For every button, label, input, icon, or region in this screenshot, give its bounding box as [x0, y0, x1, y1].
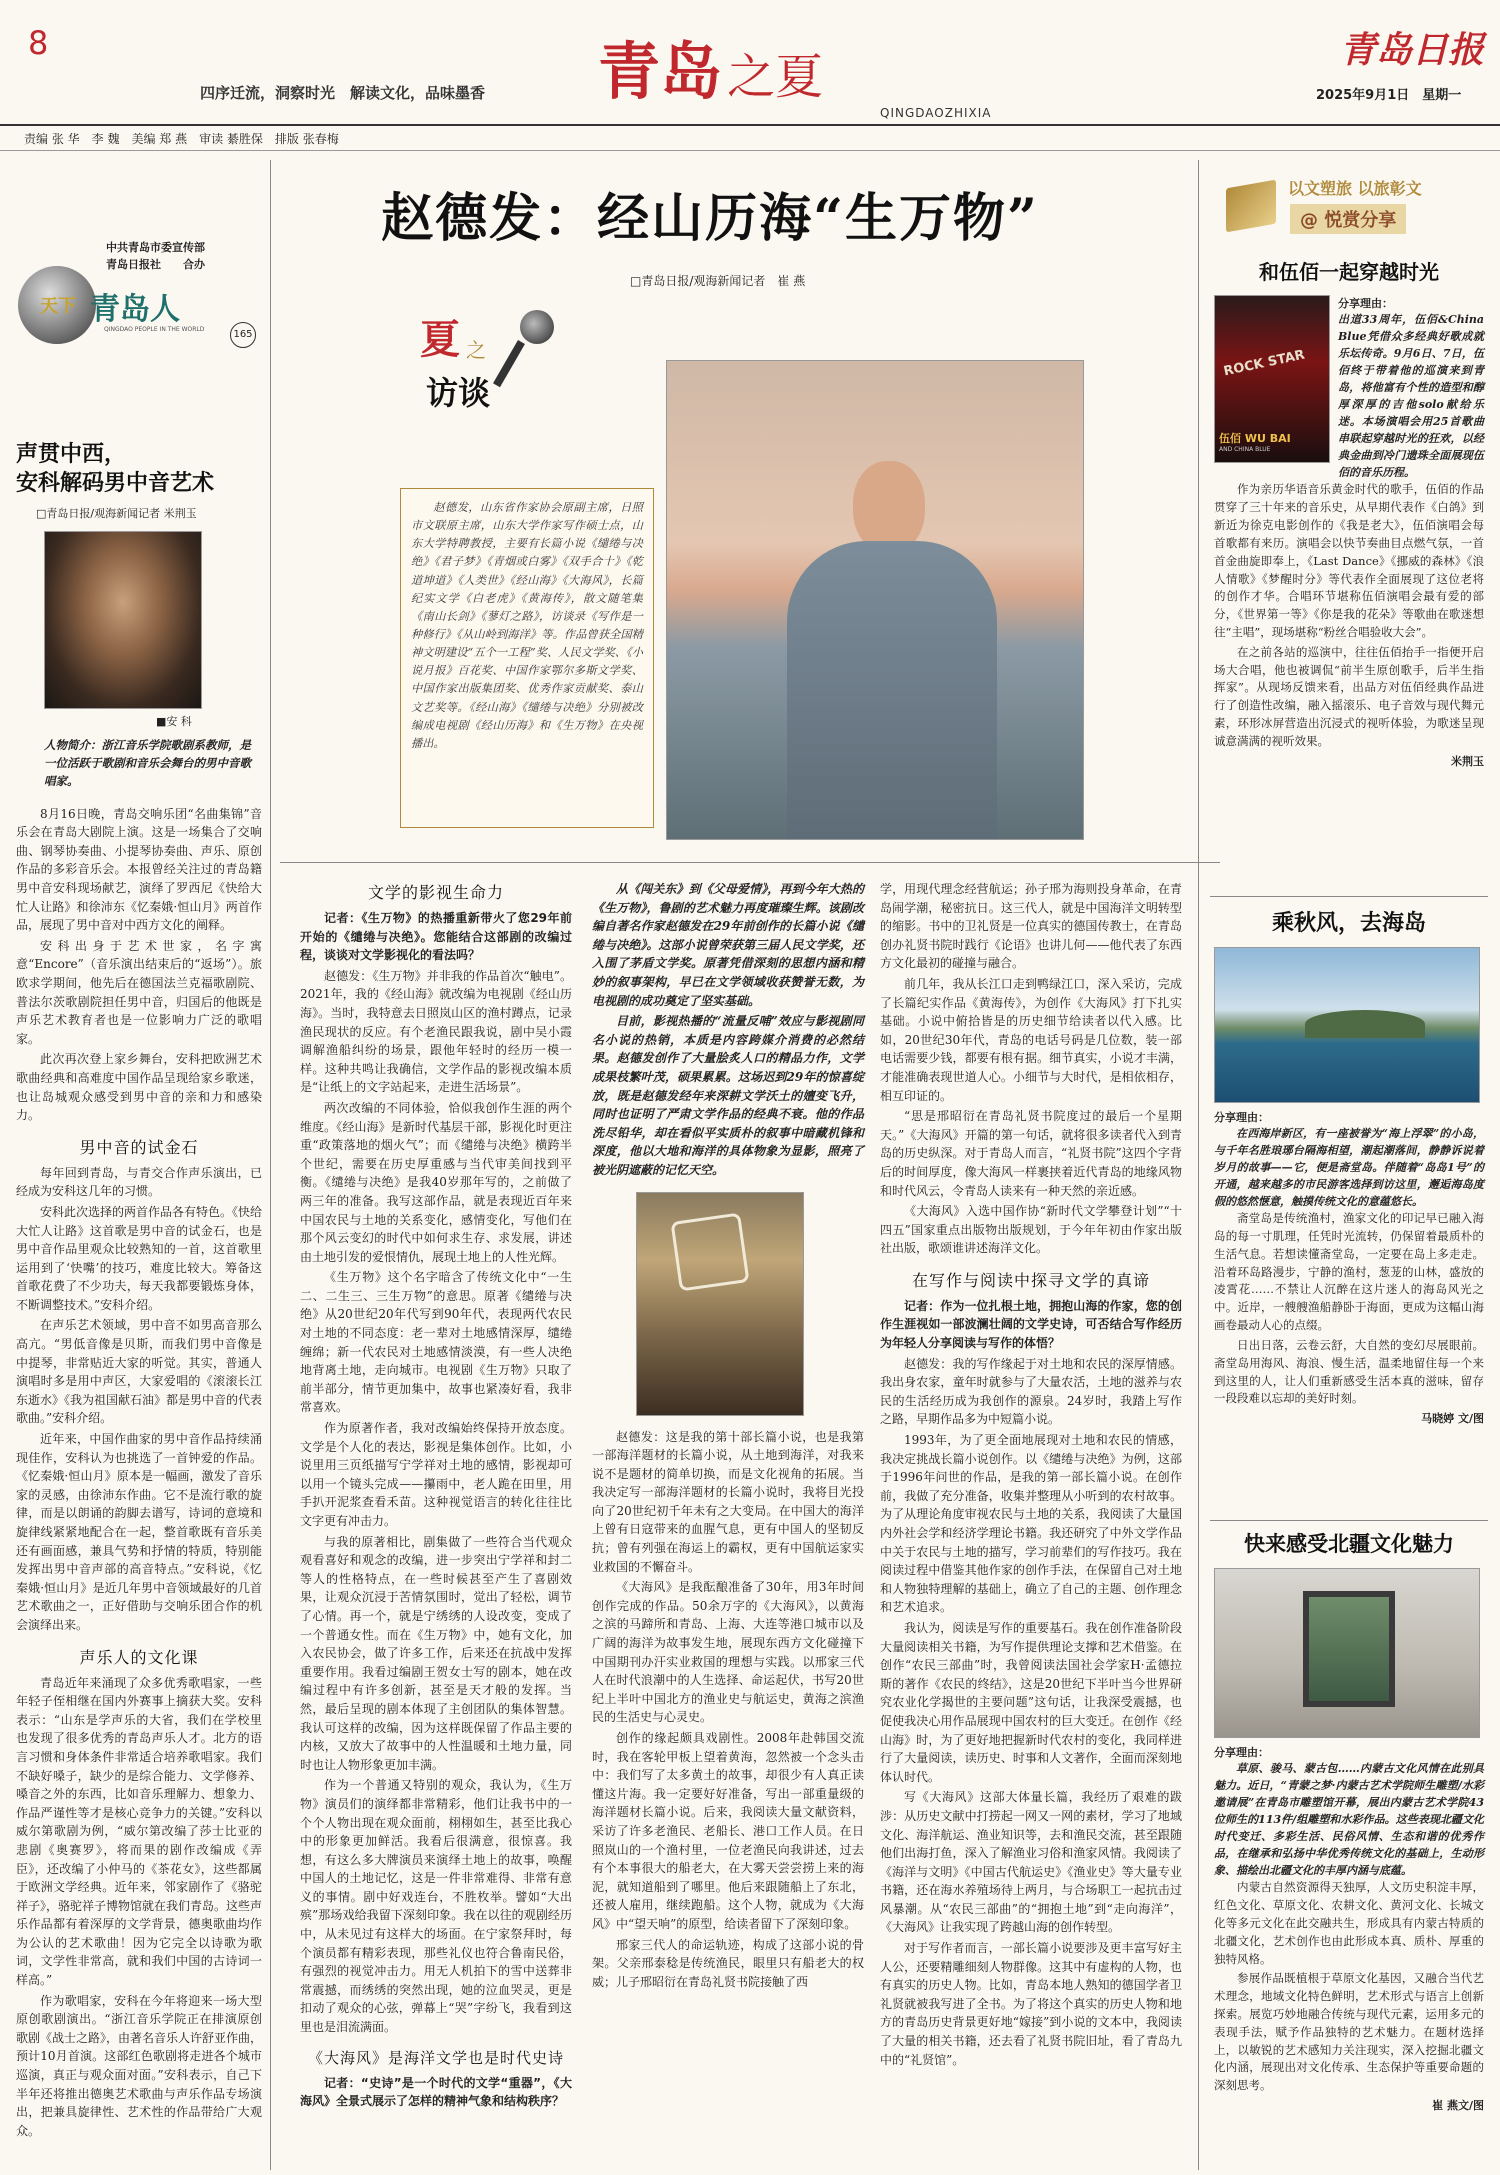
- left-para: 安科出身于艺术世家，名字寓意“Encore”（音乐演出结束后的“返场”）。旅欧求学期间，他先后在德国法兰克福歌剧院、普法尔茨歌剧院担任男中音，归国后的他既是声乐艺术教育者也是一位影响力广泛的歌唱家。: [16, 938, 262, 1046]
- main-para: 赵德发：这是我的第十部长篇小说，也是我第一部海洋题材的长篇小说，从土地到海洋，对我来说不是题材的简单切换，而是文化视角的拓展。当我决定写一部海洋题材的长篇小说时，我将目光投向了20世纪初千年未有之大变局。在中国大的海洋上曾有日寇带来的血腥气息，更有中国人的坚韧反抗；曾有列强在海运上的霸权，更有中国航运家实业救国的不懈奋斗。: [592, 1429, 864, 1574]
- main-subheading: 《大海风》是海洋文学也是时代史诗: [307, 2048, 564, 2067]
- column-org: 中共青岛市委宣传部 青岛日报社 合办: [106, 241, 205, 271]
- share-reason: 草原、骏马、蒙古包……内蒙古文化风情在此别具魅力。近日，“青蒙之梦·内蒙古艺术学院师生雕塑/水彩邀请展”在青岛市雕塑馆开幕，展出内蒙古艺术学院43位师生的113件/组雕塑和水彩作品。这些表现北疆文化时代变迁、多彩生活、民俗风情、生态和谐的优秀作品，在继承和弘扬中华优秀传统文化的基础上，生动形象、描绘出北疆文化的丰厚内涵与底蕴。: [1214, 1762, 1484, 1878]
- left-subheading: 男中音的试金石: [79, 1137, 199, 1157]
- lead-para: 目前，影视热播的“流量反哺”效应与影视剧同名小说的热销，本质是内容跨媒介消费的必然结果。赵德发创作了大量脍炙人口的精品力作，文学成果枝繁叶茂，硕果累累。这场迟到29年的惊喜绽放，既是赵德发经年来深耕文学沃土的嬗变飞升，同时也证明了严肃文学作品的经典不衰。他的作品洗尽铅华，却在看似平实质朴的叙事中暗藏机锋和深度，他以大地和海洋的具体物象为显影，照亮了被光阴遮蔽的记忆天空。: [592, 1014, 864, 1177]
- column-name-prefix: 天下: [40, 296, 76, 317]
- right-article-2: [1214, 906, 1484, 1426]
- main-para: 作为原著作者，我对改编始终保持开放态度。文学是个人化的表达，影视是集体创作。比如，小说里用三页纸描写宁学祥对土地的感情，影视却可以用一个镜头完成——攥雨中，老人跪在田里，用手扒开泥浆查看禾苗。这种视觉语言的转化往往比文字更有冲击力。: [300, 1421, 572, 1528]
- main-para: 两次改编的不同体验，恰似我创作生涯的两个维度。《经山海》是新时代基层干部，影视化时更注重“政策落地的烟火气”；而《缱绻与决绝》横跨半个世纪，需要在历史厚重感与当代审美间找到平衡。《缱绻与决绝》是我40岁那年写的，之前做了两三年的准备。我写这部作品，就是表现近百年来中国农民与土地的关系变化，感情变化，写他们在那个风云变幻的时代中如何求生存、求发展，讲述由土地引发的爱恨情仇，展现土地上的人性光辉。: [300, 1100, 572, 1264]
- interview-question: 记者：作为一位扎根土地，拥抱山海的作家，您的创作生涯视如一部波澜壮阔的文学史诗，可否结合写作经历为年轻人分享阅读与写作的体悟？: [880, 1298, 1182, 1351]
- interview-logo: [420, 308, 570, 418]
- column-logo: [18, 240, 258, 360]
- credits-line: 责编 张 华 李 魏 美编 郑 燕 审读 綦胜保 排版 张春梅: [24, 132, 339, 146]
- left-paras-2: [16, 1164, 262, 1635]
- main-top-rule: [280, 862, 1220, 863]
- interview-question: 记者：《生万物》的热播重新带火了您29年前开始的《缱绻与决绝》。您能结合这部剧的改编过程，谈谈对文学影视化的看法吗？: [300, 911, 572, 963]
- main-para: 1993年，为了更全面地展现对土地和农民的情感，我决定挑战长篇小说创作。以《缱绻与决绝》为例，这部于1996年问世的作品，是我的第一部长篇小说。在创作前，我做了充分准备，收集并整理从小听到的农村故事。为了从理论角度审视农民与土地的关系，我阅读了大量国内外社会学和经济学理论书籍。我还研究了中外文学作品中关于农民与土地的描写，学习前辈们的写作技巧。我在阅读过程中借鉴其他作家的创作手法，在保留自己对土地和人物独特理解的基础上，确立了自己的主题、创作理念和艺术追求。: [880, 1433, 1182, 1615]
- poster-title-mark: [670, 1212, 749, 1291]
- microphone-handle: [493, 340, 525, 387]
- column-name: 青岛人: [90, 292, 180, 327]
- column-issue: 165: [230, 322, 256, 348]
- section-pinyin: QINGDAOZHIXIA: [880, 106, 992, 120]
- island-photo: [1214, 947, 1480, 1103]
- book-icon: [1226, 180, 1276, 233]
- author-figure-head: [853, 461, 925, 553]
- lead-para: 从《闯关东》到《父母爱情》，再到今年大热的《生万物》，鲁剧的艺术魅力再度璀璨生辉。该剧改编自著名作家赵德发在29年前创作的长篇小说《缱绻与决绝》。这部小说曾荣获第三届人民文学奖，还入围了茅盾文学奖。原著凭借深刻的思想内涵和精妙的叙事架构，早已在文学领域收获赞誉无数，为电视剧的成功奠定了坚实基础。: [592, 882, 864, 1008]
- main-para: “思是邢昭衍在青岛礼贤书院度过的最后一个星期天。”《大海风》开篇的第一句话，就将很多读者代入到青岛的历史纵深。对于青岛人而言，“礼贤书院”这四个字背后的时间厚度，像大海风一样裹挟着近代青岛的地缘风物和时代风云，令青岛人读来有一种天然的亲近感。: [880, 1109, 1182, 1198]
- issue-date: 2025年9月1日 星期一: [1316, 88, 1462, 103]
- drama-poster: [636, 1192, 804, 1416]
- right-article-title: 快来感受北疆文化魅力: [1244, 1531, 1454, 1556]
- right-article-title: 和伍佰一起穿越时光: [1259, 260, 1439, 284]
- right-article-1: [1214, 256, 1484, 769]
- main-subheading: 在写作与阅读中探寻文学的真谛: [911, 1270, 1150, 1290]
- right-para: 参展作品既植根于草原文化基因，又融合当代艺术理念，地域文化特色鲜明，艺术形式与语言上创新探索。展览巧妙地融合传统与现代元素，运用多元的表现手法，赋予作品独特的艺术魅力。在题材选择上，以敏锐的艺术感知力关注现实，深入挖掘北疆文化内涵，展现出对文化传承、生态保护等重要命题的深刻思考。: [1214, 1971, 1484, 2093]
- exhibit-frame: [1303, 1591, 1395, 1707]
- right-para: 日出日落，云卷云舒，大自然的变幻尽展眼前。斋堂岛用海风、海浪、慢生活，温柔地留住每一个来到这里的人，让人们重新感受生活本真的滋味，留存一段段难以忘却的美好时刻。: [1214, 1337, 1484, 1406]
- left-article-title: 声贯中西， 安科解码男中音艺术: [16, 441, 215, 496]
- portrait-photo: [44, 531, 202, 709]
- main-para: 我认为，阅读是写作的重要基石。我在创作准备阶段大量阅读相关书籍，为写作提供理论支撑和艺术借鉴。在创作“农民三部曲”时，我曾阅读法国社会学家H·孟德拉斯的著作《农民的终结》，这是20世纪下半叶当今世界研究农业化学揭世的主要问题”这句话，让我深受震撼，也促使我决心用作品展现中国农村的巨大变迁。在创作《经山海》时，为了更好地把握新时代农村的变化，我同样进行了大量阅读，读历史、时事和人文著作，全面而深刻地体认时代。: [880, 1620, 1182, 1784]
- portrait-caption: ■安 科: [156, 715, 192, 729]
- main-para: 与我的原著相比，剧集做了一些符合当代观众观看喜好和观念的改编，进一步突出宁学祥和封二等人的性格特点，在一些时候甚至产生了喜剧效果，让观众沉浸于苦情氛围时，觉出了轻松，调节了心情。再一个，就是宁绣绣的人设改变，变成了一个普通女性。而在《生万物》中，她有文化，加入农民协会，做了许多工作，后来还在抗战中发挥重要作用。我看过编剧王贺女士写的剧本，她在改编过程中有许多创新，甚至是天才般的发挥。当然，最后呈现的剧本体现了主创团队的集体智慧。我认可这样的改编，因为这样既保留了作品主要的内核，又放大了故事中的人性温暖和土地力量，同时也让人物形象更加丰满。: [300, 1534, 572, 1772]
- author-photo: [666, 360, 1084, 840]
- section-title: [598, 22, 823, 111]
- left-para: 8月16日晚，青岛交响乐团“名曲集锦”音乐会在青岛大剧院上演。这是一场集合了交响曲、钢琴协奏曲、小提琴协奏曲、声乐、原创作品的多彩音乐会。本报曾经关注过的青岛籍男中音安科现场献艺，演绎了罗西尼《快给大忙人让路》和徐沛东《忆秦娥·恒山月》两首作品，展现了男中音对中西方文化的阐释。: [16, 806, 262, 933]
- left-para: 近年来，中国作曲家的男中音作品持续涌现佳作，安科认为也挑选了一首钟爱的作品。《忆秦娥·恒山月》原本是一幅画，激发了音乐家的灵感，由徐沛东作曲。它不是流行歌的旋律，而是以朗诵的韵脚去谱写，诗词的意境和旋律线紧紧地配合在一起，整首歌既有音乐美还有画面感，兼具气势和抒情的特质，特别能发挥出男中音声部的高音特点。”安科说，《忆秦娥·恒山月》是近几年男中音领域最好的几首艺术歌曲之一，正好借助与交响乐团合作的机会演绎出来。: [16, 1432, 262, 1632]
- section-title-main: 青岛: [598, 35, 723, 108]
- left-para: 在声乐艺术领域，男中音不如男高音那么高亢。“男低音像是贝斯，而我们男中音像是中提琴，非常贴近大家的听觉。其实，普通人演唱时多是用中声区，大家爱唱的《滚滚长江东逝水》《我为祖国献石油》都是男中音的代表歌曲。”安科介绍。: [16, 1318, 263, 1426]
- main-title: 赵德发：经山历海“生万物”: [381, 188, 1039, 249]
- paper-name: 青岛日报: [1340, 29, 1485, 71]
- section-title-suffix: 之夏: [727, 49, 824, 105]
- column-sub: QINGDAO PEOPLE IN THE WORLD: [104, 326, 205, 333]
- main-para: 学，用现代理念经营航运；孙子邢为海则投身革命，在青岛闹学潮，秘密抗日。这三代人，就是中国海洋文明转型的缩影。书中的卫礼贤是一位真实的德国传教士，在青岛创办礼贤书院时践行《论语》也讲儿何——他代表了东西方文化最初的碰撞与融合。: [880, 882, 1182, 971]
- badge-text-b: 以旅彰文: [1357, 179, 1422, 198]
- right-article-3: [1214, 1528, 1484, 2113]
- right-para: 作为亲历华语音乐黄金时代的歌手，伍佰的作品贯穿了三十年来的音乐史，从早期代表作《白鸽》到新近为徐克电影创作的《我是老大》，伍佰演唱会每首歌都有来历。演唱会以快节奏曲目点燃气氛，一首首金曲旋即奉上，《Last Dance》《挪威的森林》《浪人情歌》《梦醒时分》等代表作全面展现了这位老将的创作才华。合唱环节堪称伍佰演唱会最有爱的部分，《世界第一等》《你是我的花朵》等歌曲在歌迷想往“主唱”，现场堪称“粉丝合唱验收大会”。: [1214, 482, 1484, 639]
- main-byline: □青岛日报/观海新闻记者 崔 燕: [630, 274, 806, 288]
- badge-text-a: 以文塑旅: [1288, 179, 1353, 198]
- right-para: 内蒙古自然资源得天独厚，人文历史积淀丰厚，红色文化、草原文化、农耕文化、黄河文化、长城文化等多元文化在此交融共生，形成具有内蒙古特质的北疆文化，艺术创作也由此形成本真、质朴、厚重的独特风格。: [1214, 1880, 1484, 1966]
- left-para: 青岛近年来涌现了众多优秀歌唱家，一些年轻子侄相继在国内外赛事上摘获大奖。安科表示：“山东是学声乐的大省，我们在学校里也发现了很多优秀的青岛声乐人才。北方的语言习惯和身体条件非常适合培养歌唱家。我们不缺好嗓子，缺少的是综合能力、文学修养、嗓音之外的东西，比如音乐理解力、想象力、作品严谨性等才是核心竞争力的关键。”安科以威尔第歌剧为例，“威尔第改编了莎士比亚的悲剧《奥赛罗》，将而果的剧作改编成《弄臣》，还改编了小仲马的《茶花女》，这些都属于欧洲文学经典。近年来，邻家剧作了《骆驼祥子》，骆驼祥子博物馆就在我们青岛。这些声乐作品都有着深厚的文学背景，德奥歌曲均作为公认的艺术歌曲！因为它完全以诗歌为歌词，文学性非常高，就和我们中国的古诗词一样高。”: [16, 1675, 263, 1988]
- main-subheading: 文学的影视生命力: [367, 883, 504, 902]
- right-author: 马晓婷 文/图: [1421, 1412, 1484, 1426]
- left-para: 此次再次登上家乡舞台，安科把欧洲艺术歌曲经典和高难度中国作品呈现给家乡歌迷，也让岛城观众感受到男中音的亲和力和感染力。: [16, 1052, 262, 1123]
- badge-line-2: @ 悦赏分享: [1290, 204, 1406, 234]
- share-reason: 出道33周年，伍佰&China Blue凭借众多经典好歌成就乐坛传奇。9月6日、7日，伍佰终于带着他的巡演来到青岛，将他富有个性的造型和醇厚深厚的吉他solo献给乐迷。本场演唱会用25首歌曲串联起穿越时光的狂欢，以经典金曲到冷门遗珠全面展现伍佰的音乐历程。: [1338, 313, 1484, 480]
- main-para: 对于写作者而言，一部长篇小说要涉及更丰富写好主人公，还要精雕细刻人物群像。这其中有虚构的人物，也有真实的历史人物。比如，青岛本地人熟知的德国学者卫礼贤就被我写进了全书。为了将这个真实的历史人物和地方的青岛历史背景更好地“嫁接”到小说的文本中，我阅读了大量的相关书籍，还去看了礼贤书院旧址，看了青岛九中的“礼贤馆”。: [880, 1941, 1182, 2067]
- share-label: 分享理由：: [1214, 1746, 1269, 1759]
- poster-text-band: AND CHINA BLUE: [1219, 446, 1271, 453]
- main-col-1: [300, 870, 572, 2113]
- masthead: [0, 0, 1500, 146]
- page-number: 8: [28, 24, 49, 62]
- main-para: 赵德发：《生万物》并非我的作品首次“触电”。2021年，我的《经山海》就改编为电视剧《经山历海》。当时，我特意去日照岚山区的渔村蹲点，记录渔民现状的反应。有个老渔民跟我说，剧中吴小霞调解渔船纠纷的场景，跟他年轻时的经历一模一样。这种共鸣让我确信，文学作品的影视改编本质是“让纸上的文字站起来，走进生活场景”。: [300, 968, 572, 1095]
- interview-logo-char: 之: [466, 338, 486, 362]
- credits-rule: [0, 150, 1500, 151]
- main-col-3: [880, 880, 1182, 2071]
- right-divider: [1198, 160, 1199, 2170]
- left-para: 作为歌唱家，安科在今年将迎来一场大型原创歌剧演出。“浙江音乐学院正在排演原创歌剧《战士之路》，由著名音乐人许舒亚作曲，预计10月首演。这部红色歌剧将走进各个城市巡演，真正与观众面对面。”安科表示，自己下半年还将推出德奥艺术歌曲与声乐作品专场演出，把兼具旋律性、艺术性的作品带给广大观众。: [16, 1993, 263, 2138]
- interview-question: 记者：“史诗”是一个时代的文学“重器”，《大海风》全景式展示了怎样的精神气象和结构秩序？: [300, 2075, 572, 2109]
- main-para: 《大海风》是我酝酿准备了30年，用3年时间创作完成的作品。50余万字的《大海风》，以黄海之滨的马蹄所和青岛、上海、大连等港口城市以及广阔的海洋为故事发生地，展现东西方文化碰撞下中国期刊办汗实业救国的理想与实践。以邢家三代人在时代浪潮中的人生选择、命运起伏，书写20世纪上半叶中国北方的渔业史与航运史，黄海之滨渔民的生活史与心灵史。: [592, 1580, 864, 1725]
- right-para: 斋堂岛是传统渔村，渔家文化的印记早已融入海岛的每一寸肌理，任凭时光流转，仍保留着最质朴的生活气息。若想读懂斋堂岛，一定要在岛上多走走。沿着环岛路漫步，宁静的渔村，葱茏的山林，盛放的凌霄花……不禁让人沉醉在这片迷人的海岛风光之中。近岸，一艘艘渔船静卧于海面，更成为这幅山海画卷最动人心的点缀。: [1214, 1211, 1484, 1333]
- interview-logo-text: 访谈: [426, 374, 491, 412]
- right-rule-1: [1210, 896, 1488, 897]
- main-para: 邢家三代人的命运轨迹，构成了这部小说的骨架。父亲邢泰稔是传统渔民，眼里只有船老大的权威；儿子邢昭衍在青岛礼贤书院接触了西: [592, 1937, 864, 1989]
- author-bio: 赵德发，山东省作家协会原副主席，日照市文联原主席，山东大学作家写作硕士点，山东大学特聘教授，主要有长篇小说《缱绻与决绝》《君子梦》《青烟或白雾》《双手合十》《乾道坤道》《人类世》《经山海》《大海风》，长篇纪实文学《白老虎》《黄海传》，散文随笔集《南山长剑》《蓼灯之路》，访谈录《写作是一种修行》《从山岭到海洋》等。作品曾获全国精神文明建设“五个一工程”奖、人民文学奖、《小说月报》百花奖、中国作家鄂尔多斯文学奖、中国作家出版集团奖、优秀作家贡献奖、泰山文艺奖等。《经山海》《缱绻与决绝》分别被改编成电视剧《经山历海》和《生万物》在央视播出。: [411, 501, 643, 750]
- main-para: 作为一个普通又特别的观众，我认为，《生万物》演员们的演绎都非常精彩，他们让我书中的一个个人物出现在观众面前，栩栩如生，甚至比我心中的形象更加鲜活。我看后很满意，很惊喜。我想，有这么多大牌演员来演绎土地上的故事，唤醒中国人的土地记忆，这是一件非常难得、非常有意义的事情。剧中好戏连台，不胜枚举。譬如“大出殡”那场戏给我留下深刻印象。我在以往的观剧经历中，从未见过有这样大的场面。在宁家祭拜时，每个演员都有精彩表现，那些礼仪也符合鲁南民俗，有强烈的视觉冲击力。用无人机拍下的雪中送葬非常震撼，而绣绣的突然出现，她的泣血哭灵，更是扣动了观众的心弦，弹幕上“哭”字纷飞，我看到这里也是泪流满面。: [300, 1778, 572, 2035]
- author-figure-body: [787, 541, 997, 840]
- main-col-2: [592, 880, 864, 1993]
- bio-box: [400, 488, 654, 828]
- left-article-byline: □青岛日报/观海新闻记者 米荆玉: [36, 507, 197, 521]
- main-para: 写《大海风》这部大体量长篇，我经历了艰难的跋涉：从历史文献中打捞起一网又一网的素材，学习了地域文化、海洋航运、渔业知识等，去和渔民交流，甚至跟随他们出海打鱼，深入了解渔业习俗和渔家风情。我阅读了《海洋与文明》《中国古代航运史》《渔业史》等大量专业书籍，还在海水养殖场待上两月，与合场职工一起抗击过风暴潮。从“农民三部曲”的“拥抱土地”到“走向海洋”，《大海风》让我实现了跨越山海的创作转型。: [880, 1790, 1182, 1935]
- right-article-title: 乘秋风，去海岛: [1271, 910, 1426, 936]
- microphone-icon: [520, 310, 554, 344]
- badge-line-1: [1288, 176, 1422, 199]
- masthead-slogans: 四序迁流，洞察时光 解读文化，品味墨香: [200, 84, 486, 102]
- right-author: 崔 燕文/图: [1432, 2099, 1484, 2113]
- main-para: 创作的缘起颇具戏剧性。2008年赴韩国交流时，我在客轮甲板上望着黄海，忽然被一个念头击中：我们写了太多黄土的故事，却很少有人真正读懂这片海。我一定要好好准备，写出一部重量级的海洋题材长篇小说。后来，我阅读大量文献资料，采访了许多老渔民、老船长、港口工作人员。在日照岚山的一个渔村里，一位老渔民向我讲述，过去有个本事很大的船老大，在大雾天尝尝捞上来的海泥，就知道船到了哪里。他后来跟随船上了东北，还被人雇用，继续跑船。这个人物，就成为《大海风》中“望天响”的原型，给读者留下了深刻印象。: [592, 1731, 864, 1931]
- main-para: 《大海风》入选中国作协“新时代文学攀登计划”“十四五”国家重点出版物出版规划，于今年年初由作家出版社出版，歌颂谁讲述海洋文化。: [880, 1204, 1182, 1256]
- share-badge: [1226, 176, 1476, 242]
- main-para: 赵德发：我的写作缘起于对土地和农民的深厚情感。我出身农家，童年时就参与了大量农活，土地的滋养与农民的生活经历成为我创作的源泉。24岁时，我踏上写作之路，早期作品多为中短篇小说。: [880, 1356, 1182, 1427]
- share-label: 分享理由：: [1214, 1111, 1269, 1124]
- left-paras-1: [16, 805, 262, 1125]
- left-intro: 人物简介：浙江音乐学院歌剧系教师，是一位活跃于歌剧和音乐会舞台的男中音歌唱家。: [44, 738, 251, 788]
- share-reason: 在西海岸新区，有一座被誉为“海上浮翠”的小岛，与千年名胜琅琊台隔海相望，潮起潮落间，静静诉说着岁月的故事——它，便是斋堂岛。伴随着“岛岛1号”的开通，越来越多的市民游客选择到访这里，邂逅海岛度假的悠然惬意，触摸传统文化的意蕴悠长。: [1214, 1127, 1484, 1209]
- right-author: 米荆玉: [1451, 754, 1484, 768]
- poster-text-rock: ROCK STAR: [1222, 347, 1307, 380]
- masthead-rule: [0, 124, 1500, 126]
- main-para: 前几年，我从长江口走到鸭绿江口，深入采访，完成了长篇纪实作品《黄海传》，为创作《大海风》打下扎实基础。小说中俯拾皆是的历史细节给读者以代入感。比如，20世纪30年代，青岛的电话号码是几位数，装一部电话需要少钱，都要有根有据。细节真实，小说才丰满，才能准确表现世道人心。小细节与大时代，是相依相存，相互印证的。: [880, 976, 1182, 1103]
- left-para: 安科此次选择的两首作品各有特色。《快给大忙人让路》这首歌是男中音的试金石，也是男中音作品里观众比较熟知的一首，这首歌里运用到了‘快嘴’的技巧，难度比较大。筹备这首歌花费了不少功夫，每天我都要锻炼身体，不断调整技术。”安科介绍。: [16, 1204, 263, 1312]
- exhibition-photo: [1214, 1568, 1480, 1738]
- left-article: [16, 440, 262, 2142]
- island-shape: [1305, 1010, 1425, 1038]
- right-rule-2: [1210, 1520, 1488, 1521]
- main-para: 《生万物》这个名字暗含了传统文化中“一生二、二生三、三生万物”的意思。原著《缱绻与决绝》从20世纪20年代写到90年代，表现两代农民对土地的不同态度：老一辈对土地感情深厚，缱绻缠绵；新一代农民对土地感情淡漠，有一些人决绝地背离土地，走向城市。电视剧《生万物》只取了前半部分，情节更加集中，故事也紧凑好看，我非常喜欢。: [300, 1270, 572, 1415]
- left-paras-3: [16, 1674, 262, 2141]
- poster-text-artist: 伍佰 WU BAI: [1219, 432, 1291, 445]
- interview-logo-char: 夏: [420, 316, 460, 363]
- left-subheading: 声乐人的文化课: [79, 1647, 199, 1667]
- right-para: 在之前各站的巡演中，往往伍佰抬手一指便开启场大合唱，他也被调侃“前半生原创歌手，后半生指挥家”。从现场反馈来看，出品方对伍佰经典作品进行了创造性改编，融入摇滚乐、电子音效与现代舞元素，环形冰屏营造出沉浸式的视听体验，为歌迷呈现诚意满满的视听效果。: [1214, 644, 1484, 748]
- left-para: 每年回到青岛，与青交合作声乐演出，已经成为安科这几年的习惯。: [16, 1165, 262, 1199]
- left-divider: [270, 160, 271, 2170]
- concert-poster: [1214, 295, 1330, 463]
- share-label: 分享理由：: [1338, 297, 1393, 310]
